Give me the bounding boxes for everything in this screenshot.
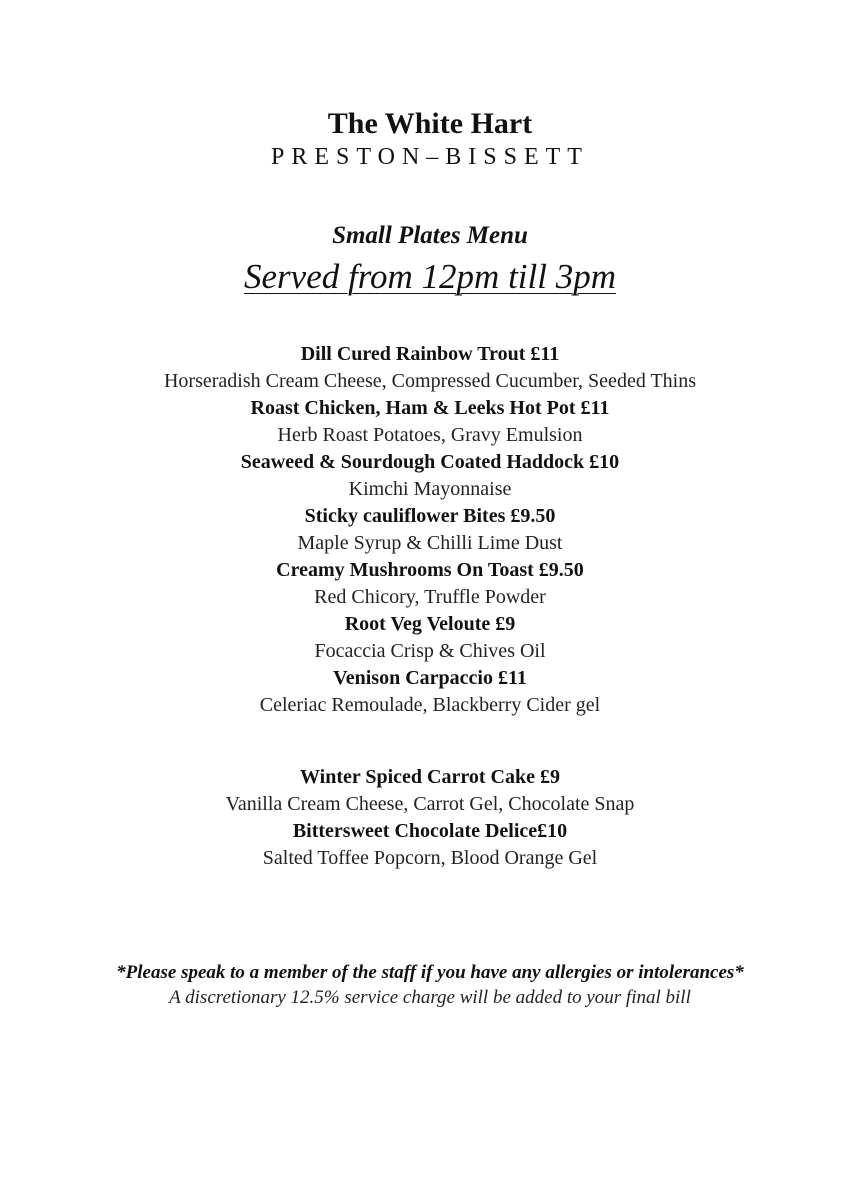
venue-location: PRESTON–BISSETT bbox=[271, 144, 589, 170]
dish-item bbox=[0, 665, 860, 719]
dish-item bbox=[0, 449, 860, 503]
dish-name: Venison Carpaccio £11 bbox=[333, 667, 527, 689]
dessert-name: Winter Spiced Carrot Cake £9 bbox=[300, 766, 560, 788]
dish-name: Dill Cured Rainbow Trout £11 bbox=[300, 343, 560, 365]
dessert-description: Vanilla Cream Cheese, Carrot Gel, Chocolate Snap bbox=[225, 793, 635, 815]
dish-name: Seaweed & Sourdough Coated Haddock £10 bbox=[240, 451, 620, 473]
venue-name: The White Hart bbox=[327, 107, 533, 140]
dish-description: Red Chicory, Truffle Powder bbox=[314, 586, 546, 608]
menu-footer bbox=[0, 960, 860, 1010]
service-charge-note: A discretionary 12.5% service charge will be added to your final bill bbox=[169, 987, 691, 1008]
dish-description: Horseradish Cream Cheese, Compressed Cucumber, Seeded Thins bbox=[163, 370, 697, 392]
dish-item bbox=[0, 557, 860, 611]
dish-description: Celeriac Remoulade, Blackberry Cider gel bbox=[259, 694, 601, 716]
menu-title: Small Plates Menu bbox=[332, 222, 528, 249]
dessert-item bbox=[0, 818, 860, 872]
dish-name: Root Veg Veloute £9 bbox=[344, 613, 516, 635]
serving-times: Served from 12pm till 3pm bbox=[244, 257, 616, 296]
dish-item bbox=[0, 611, 860, 665]
dish-name: Sticky cauliflower Bites £9.50 bbox=[304, 505, 556, 527]
dish-item bbox=[0, 341, 860, 395]
dish-description: Focaccia Crisp & Chives Oil bbox=[314, 640, 546, 662]
dish-description: Kimchi Mayonnaise bbox=[348, 478, 512, 500]
dish-description: Herb Roast Potatoes, Gravy Emulsion bbox=[277, 424, 583, 446]
dessert-item bbox=[0, 764, 860, 818]
mains-list bbox=[0, 341, 860, 719]
dessert-name: Bittersweet Chocolate Delice£10 bbox=[292, 820, 568, 842]
desserts-list bbox=[0, 764, 860, 872]
dish-item bbox=[0, 395, 860, 449]
dish-name: Roast Chicken, Ham & Leeks Hot Pot £11 bbox=[250, 397, 610, 419]
dessert-description: Salted Toffee Popcorn, Blood Orange Gel bbox=[262, 847, 598, 869]
dish-item bbox=[0, 503, 860, 557]
allergy-note: *Please speak to a member of the staff if you have any allergies or intolerances* bbox=[116, 962, 744, 983]
dish-name: Creamy Mushrooms On Toast £9.50 bbox=[276, 559, 584, 581]
dish-description: Maple Syrup & Chilli Lime Dust bbox=[297, 532, 563, 554]
